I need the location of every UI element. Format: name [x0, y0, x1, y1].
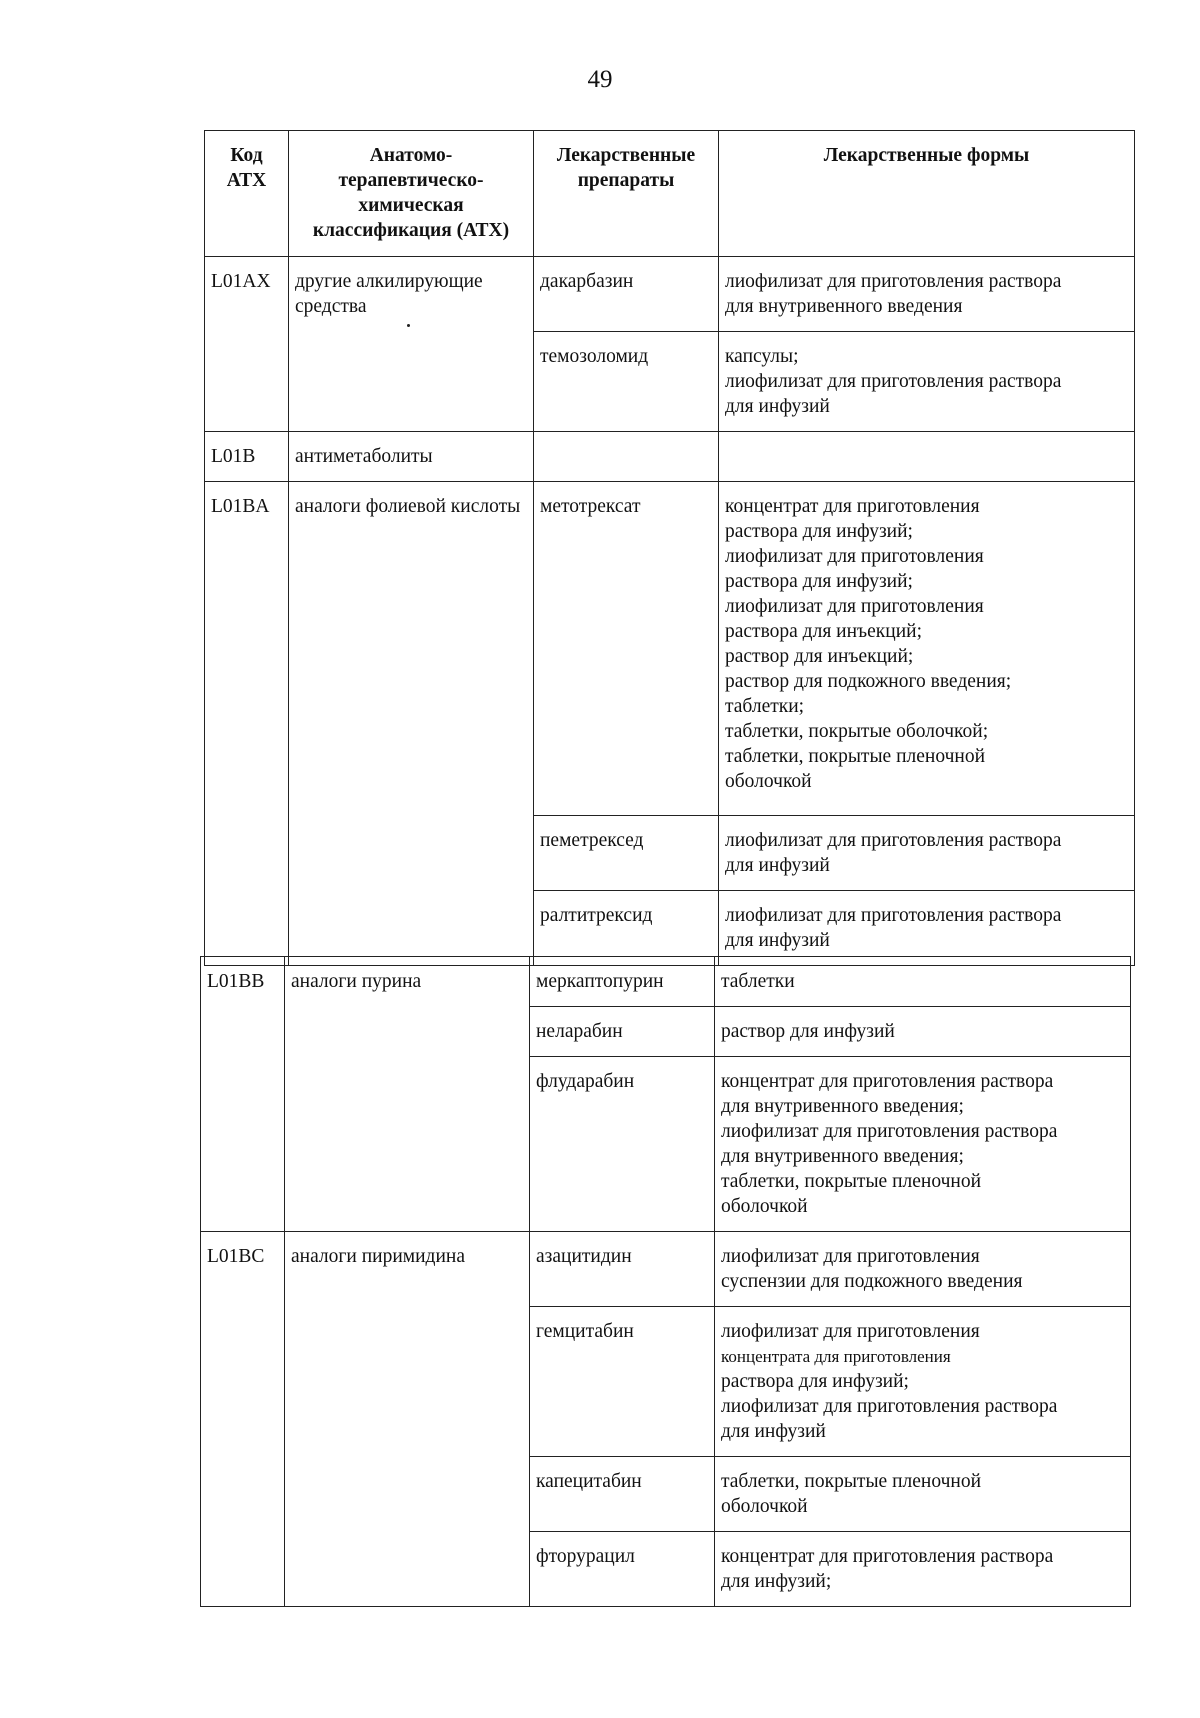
atx-code — [205, 332, 289, 432]
drug-forms — [715, 1307, 1131, 1457]
header-classification: Анатомо- терапевтическо- химическая классификация (АТХ) — [289, 131, 534, 257]
drug-forms: концентрат для приготовления раствора для внутривенного введения; лиофилизат для приготовления раствора для внутривенного введения; таблетки, покрытые пленочной оболочкой — [715, 1057, 1131, 1232]
drug-forms-line: лиофилизат для приготовления — [721, 1321, 980, 1342]
header-drugs: Лекарственные препараты — [534, 131, 719, 257]
drug-name: азацитидин — [530, 1232, 715, 1307]
drug-name: дакарбазин — [534, 257, 719, 332]
atx-code — [201, 1307, 285, 1457]
atx-code — [201, 1007, 285, 1057]
atx-code — [205, 816, 289, 891]
atx-classification — [289, 891, 534, 966]
drug-name: гемцитабин — [530, 1307, 715, 1457]
table-row — [205, 432, 1135, 482]
table-row — [201, 1457, 1131, 1532]
drug-forms-line: концентрата для приготовления — [721, 1347, 951, 1366]
atx-code — [201, 1457, 285, 1532]
atx-classification — [285, 1307, 530, 1457]
drug-name: флударабин — [530, 1057, 715, 1232]
table-row — [201, 1057, 1131, 1232]
table-row — [205, 891, 1135, 966]
atx-code: L01BC — [201, 1232, 285, 1307]
page-number: 49 — [587, 66, 613, 93]
header-code: Код АТХ — [205, 131, 289, 257]
drug-forms: концентрат для приготовления раствора для инфузий; лиофилизат для приготовления раствора для инфузий; лиофилизат для приготовления раствора для инъекций; раствор для инъекций; раствор для подкожного введения; таблетки; таблетки, покрытые оболочкой; таблетки, покрытые пленочной оболочкой — [719, 482, 1135, 816]
atx-table-bottom — [200, 956, 1131, 1607]
atx-classification — [285, 1057, 530, 1232]
drug-name — [534, 432, 719, 482]
drug-forms: таблетки, покрытые пленочной оболочкой — [715, 1457, 1131, 1532]
drug-forms: таблетки — [715, 957, 1131, 1007]
atx-code: L01B — [205, 432, 289, 482]
atx-classification: аналоги фолиевой кислоты — [289, 482, 534, 816]
drug-forms — [719, 432, 1135, 482]
drug-name: ралтитрексид — [534, 891, 719, 966]
table-row — [201, 1307, 1131, 1457]
drug-forms: лиофилизат для приготовления раствора для инфузий — [719, 891, 1135, 966]
atx-classification — [285, 1457, 530, 1532]
drug-forms: лиофилизат для приготовления раствора для внутривенного введения — [719, 257, 1135, 332]
table-row — [201, 1232, 1131, 1307]
atx-classification — [285, 1007, 530, 1057]
atx-classification: аналоги пиримидина — [285, 1232, 530, 1307]
table-row — [205, 816, 1135, 891]
atx-code: L01AX — [205, 257, 289, 332]
atx-classification: антиметаболиты — [289, 432, 534, 482]
drug-forms: лиофилизат для приготовления суспензии для подкожного введения — [715, 1232, 1131, 1307]
atx-code — [201, 1057, 285, 1232]
table-row — [205, 332, 1135, 432]
stray-mark — [407, 324, 410, 327]
drug-forms-line: раствора для инфузий; лиофилизат для приготовления раствора для инфузий — [721, 1371, 1058, 1442]
drug-name: неларабин — [530, 1007, 715, 1057]
drug-name: фторурацил — [530, 1532, 715, 1607]
drug-forms: капсулы; лиофилизат для приготовления раствора для инфузий — [719, 332, 1135, 432]
table-row — [201, 1007, 1131, 1057]
atx-classification: другие алкилирующие средства — [289, 257, 534, 332]
atx-code: L01BA — [205, 482, 289, 816]
drug-name: капецитабин — [530, 1457, 715, 1532]
drug-name: пеметрексед — [534, 816, 719, 891]
table-row — [201, 1532, 1131, 1607]
drug-forms: лиофилизат для приготовления раствора для инфузий — [719, 816, 1135, 891]
atx-code — [201, 1532, 285, 1607]
table-row — [205, 257, 1135, 332]
drug-forms: концентрат для приготовления раствора для инфузий; — [715, 1532, 1131, 1607]
table-row — [205, 482, 1135, 816]
atx-code: L01BB — [201, 957, 285, 1007]
drug-name: метотрексат — [534, 482, 719, 816]
atx-code — [205, 891, 289, 966]
atx-classification — [289, 332, 534, 432]
atx-classification — [285, 1532, 530, 1607]
drug-name: меркаптопурин — [530, 957, 715, 1007]
table-row — [201, 957, 1131, 1007]
atx-classification: аналоги пурина — [285, 957, 530, 1007]
drug-forms: раствор для инфузий — [715, 1007, 1131, 1057]
header-forms: Лекарственные формы — [719, 131, 1135, 257]
table-header-row — [205, 131, 1135, 257]
atx-classification — [289, 816, 534, 891]
drug-name: темозоломид — [534, 332, 719, 432]
atx-table-top — [204, 130, 1135, 966]
